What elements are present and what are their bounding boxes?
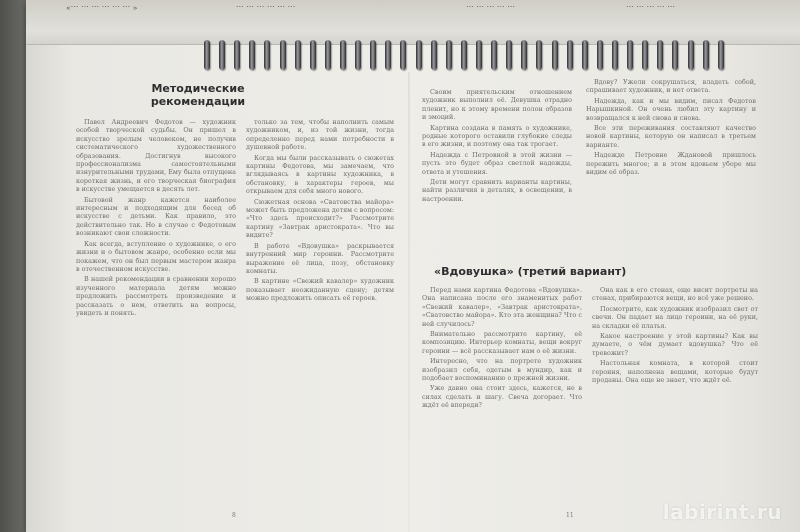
- binding-ring: [340, 40, 346, 70]
- album-spread: [26, 0, 800, 532]
- text-column-3: [422, 88, 572, 258]
- upper-fragment: ... ... ... ... ...: [626, 4, 676, 13]
- binding-ring: [597, 40, 603, 70]
- paragraph: Дети могут сравнить варианты картины, найти различия в деталях, в освещении, в настроении.: [422, 178, 572, 203]
- paragraph: Интересно, что на портрете художник изобразил себя, одетым в мундир, как и подобает воспоминанию о прежней жизни.: [422, 357, 582, 383]
- binding-ring: [461, 40, 467, 70]
- paragraph: Она как в его стенах, еще висит портреты на стенах, прибираются вещи, но всё уже решено.: [592, 286, 758, 303]
- binding-ring: [506, 40, 512, 70]
- paragraph: В картине «Свежий кавалер» художник показывает неожиданную сцену; детям можно предложить описать её героев.: [246, 277, 394, 303]
- binding-ring: [249, 40, 255, 70]
- background-edge: [0, 0, 26, 532]
- text-column-5: [422, 286, 582, 506]
- paragraph: Сюжетная основа «Сватовства майора» может быть предложена детям с вопросом: «Что здесь происходит?» Рассмотрите картину «Завтрак аристократа». Что вы видите?: [246, 197, 394, 240]
- binding-ring: [552, 40, 558, 70]
- paragraph: Внимательно рассмотрите картину, её композицию. Интерьер комнаты, вещи вокруг героини — всё рассказывает нам о её жизни.: [422, 330, 582, 355]
- spiral-binding: [204, 40, 724, 76]
- page-fold: [408, 72, 410, 532]
- binding-ring: [234, 40, 240, 70]
- text-column-6: [592, 286, 758, 496]
- binding-ring: [688, 40, 694, 70]
- binding-ring: [627, 40, 633, 70]
- heading-line: Методические: [151, 82, 245, 95]
- binding-ring: [642, 40, 648, 70]
- paragraph: Когда мы были рассказывать о сюжетах картины Федотова, мы замечаем, что вглядываясь в картины художника, в обстановку, в характеры героев, мы открываем для себя много нового.: [246, 153, 394, 196]
- binding-ring: [295, 40, 301, 70]
- right-page-number: 11: [566, 512, 574, 519]
- paragraph: Надежде Петровне Ждановой пришлось пережить многое; и в этом вдовьем уборе мы видим её образ.: [586, 151, 756, 177]
- binding-ring: [219, 40, 225, 70]
- text-column-4: [586, 78, 756, 258]
- binding-ring: [657, 40, 663, 70]
- binding-ring: [400, 40, 406, 70]
- binding-ring: [355, 40, 361, 70]
- text-column-2: [246, 118, 394, 518]
- binding-ring: [567, 40, 573, 70]
- upper-page-edge: [26, 0, 800, 45]
- binding-ring: [264, 40, 270, 70]
- binding-ring: [446, 40, 452, 70]
- binding-ring: [672, 40, 678, 70]
- binding-ring: [325, 40, 331, 70]
- binding-ring: [536, 40, 542, 70]
- binding-ring: [280, 40, 286, 70]
- binding-ring: [582, 40, 588, 70]
- binding-ring: [431, 40, 437, 70]
- paragraph: только за тем, чтобы наполнить самым художником, и, из той жизни, тогда определенно перед нами потребности в душевной работе.: [246, 118, 394, 152]
- binding-ring: [718, 40, 724, 70]
- paragraph: Все эти переживания составляют качество новой картины, которую он написал в третьем варианте.: [586, 124, 756, 149]
- paragraph: Вдову? Ужели сокрушаться, владеть собой, спрашивает художник, и нет ответа.: [586, 78, 756, 95]
- upper-fragment: «... ... ... ... ... ... »: [66, 4, 138, 13]
- paragraph: Как всегда, вступление о художнике, о его жизни и о бытовом жанре, особенно если мы покажем, что он был первым мастером жанра в отечественном искусстве.: [76, 239, 236, 273]
- paragraph: Перед нами картина Федотова «Вдовушка». Она написана после его знаменитых работ «Свежий кавалер», «Завтрак аристократа», «Сватовство майора». Кто эта женщина? Что с ней случилось?: [422, 286, 582, 328]
- paragraph: В нашей рекомендации в сравнении хорошо изученного материала детям можно предложить рассмотреть произведение и рассказать о нем, ответить на вопросы, увидеть и понять.: [76, 275, 236, 317]
- binding-ring: [310, 40, 316, 70]
- paragraph: Бытовой жанр кажется наиболее интересным и подходящим для бесед об искусстве с детьми. Как правило, это действительно так. Но в случае с Федотовым возникают свои сложности.: [76, 195, 236, 238]
- paragraph: Настольная комната, в которой стоит героиня, наполнена вещами, которые будут проданы. Она еще не знает, что ждёт её.: [592, 359, 758, 385]
- paragraph: Уже давно она стоит здесь, кажется, не в силах сделать и шагу. Свеча догорает. Что ждёт её впереди?: [422, 384, 582, 410]
- paragraph: В работе «Вдовушка» раскрывается внутренний мир героини. Рассмотрите выражение её лица, позу, обстановку комнаты.: [246, 241, 394, 275]
- binding-ring: [385, 40, 391, 70]
- left-page-number: 8: [232, 512, 236, 519]
- paragraph: Картина создана в память о художнике, родные которого оставили глубокие следы в его жизни, и поэтому она так трогает.: [422, 123, 572, 149]
- paragraph: Посмотрите, как художник изобразил свет от свечи. Он падает на лицо героини, на её руки, на складки её платья.: [592, 304, 758, 330]
- watermark-logo: labirint.ru: [662, 500, 782, 524]
- binding-ring: [370, 40, 376, 70]
- text-column-1: [76, 118, 236, 518]
- upper-fragment: ... ... ... ... ...: [466, 4, 516, 13]
- binding-ring: [521, 40, 527, 70]
- paragraph: Надежда, как и мы видим, писал Федотов Нарышкиной. Он очень любил эту картину и возвращался к ней снова и снова.: [586, 96, 756, 122]
- binding-ring: [204, 40, 210, 70]
- paragraph: Надежда с Петровной в этой жизни — пусть это будет образ светлой надежды, ответа и утешения.: [422, 150, 572, 176]
- binding-ring: [476, 40, 482, 70]
- paragraph: Какое настроение у этой картины? Как вы думаете, о чём думает вдовушка? Что её тревожит?: [592, 332, 758, 357]
- upper-fragment: ... ... ... ... ... ...: [236, 4, 296, 13]
- heading-line: рекомендации: [150, 95, 246, 108]
- binding-ring: [416, 40, 422, 70]
- binding-ring: [612, 40, 618, 70]
- binding-ring: [491, 40, 497, 70]
- paragraph: Своим приятельским отношением художник выполнил её. Девушка отрадно пленит, но к этому времени полон образов и эмоций.: [422, 88, 572, 122]
- binding-ring: [703, 40, 709, 70]
- right-page-heading: «Вдовушка» (третий вариант): [434, 265, 627, 278]
- paragraph: Павел Андреевич Федотов — художник особой творческой судьбы. Он пришел в искусство зрелым человеком, не получив систематического художественного образования. Достигнув высокого профессионализма самостоятельными изнурительными трудами, Ему была отпущена короткая жизнь, и его творческая биография в искусстве умещается в десять лет.: [76, 118, 236, 194]
- left-page-heading: [98, 82, 298, 108]
